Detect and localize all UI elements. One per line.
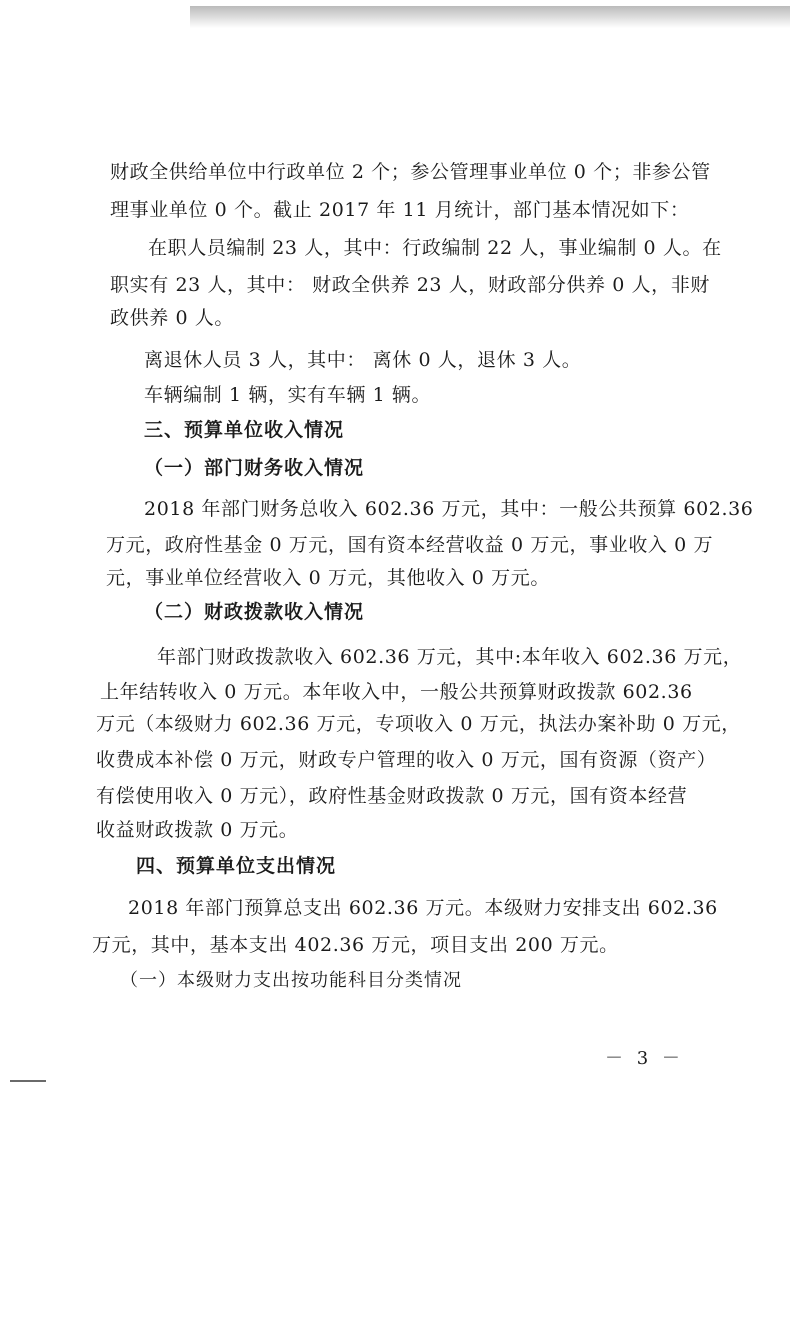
body-line: 理事业单位 0 个。截止 2017 年 11 月统计，部门基本情况如下： [110, 199, 690, 221]
body-line: 收费成本补偿 0 万元，财政专户管理的收入 0 万元，国有资源（资产） [96, 749, 717, 771]
body-line: 万元，政府性基金 0 万元，国有资本经营收益 0 万元，事业收入 0 万 [106, 534, 714, 556]
scan-shadow [190, 6, 790, 28]
subheading-functional-classification: （一）本级财力支出按功能科目分类情况 [120, 970, 462, 991]
body-line: 在职人员编制 23 人，其中：行政编制 22 人，事业编制 0 人。在 [148, 237, 722, 259]
body-line: 职实有 23 人，其中： 财政全供养 23 人，财政部分供养 0 人，非财 [110, 274, 710, 296]
body-line: 有偿使用收入 0 万元），政府性基金财政拨款 0 万元，国有资本经营 [96, 785, 688, 807]
body-line: 政供养 0 人。 [110, 307, 234, 329]
body-line: 离退休人员 3 人，其中： 离休 0 人，退休 3 人。 [144, 349, 582, 371]
body-line: 万元（本级财力 602.36 万元，专项收入 0 万元，执法办案补助 0 万元， [96, 713, 741, 735]
body-line: 上年结转收入 0 万元。本年收入中，一般公共预算财政拨款 602.36 [100, 681, 693, 703]
body-line: 元，事业单位经营收入 0 万元，其他收入 0 万元。 [106, 567, 550, 589]
body-line: 年部门财政拨款收入 602.36 万元，其中:本年收入 602.36 万元， [157, 646, 743, 668]
page-number: － 3 － [605, 1048, 684, 1069]
section-heading-expenditure: 四、预算单位支出情况 [136, 855, 337, 877]
body-line: 车辆编制 1 辆，实有车辆 1 辆。 [144, 384, 432, 406]
subheading-department-income: （一）部门财务收入情况 [144, 457, 365, 479]
subheading-fiscal-income: （二）财政拨款收入情况 [144, 601, 365, 623]
body-line: 收益财政拨款 0 万元。 [96, 819, 299, 841]
scan-mark [10, 1080, 46, 1082]
body-line: 2018 年部门预算总支出 602.36 万元。本级财力安排支出 602.36 [128, 897, 718, 919]
body-line: 万元，其中，基本支出 402.36 万元，项目支出 200 万元。 [92, 934, 619, 956]
body-line: 2018 年部门财务总收入 602.36 万元，其中：一般公共预算 602.36 [144, 498, 754, 520]
section-heading-income: 三、预算单位收入情况 [144, 419, 345, 441]
body-line: 财政全供给单位中行政单位 2 个；参公管理事业单位 0 个；非参公管 [110, 161, 711, 183]
